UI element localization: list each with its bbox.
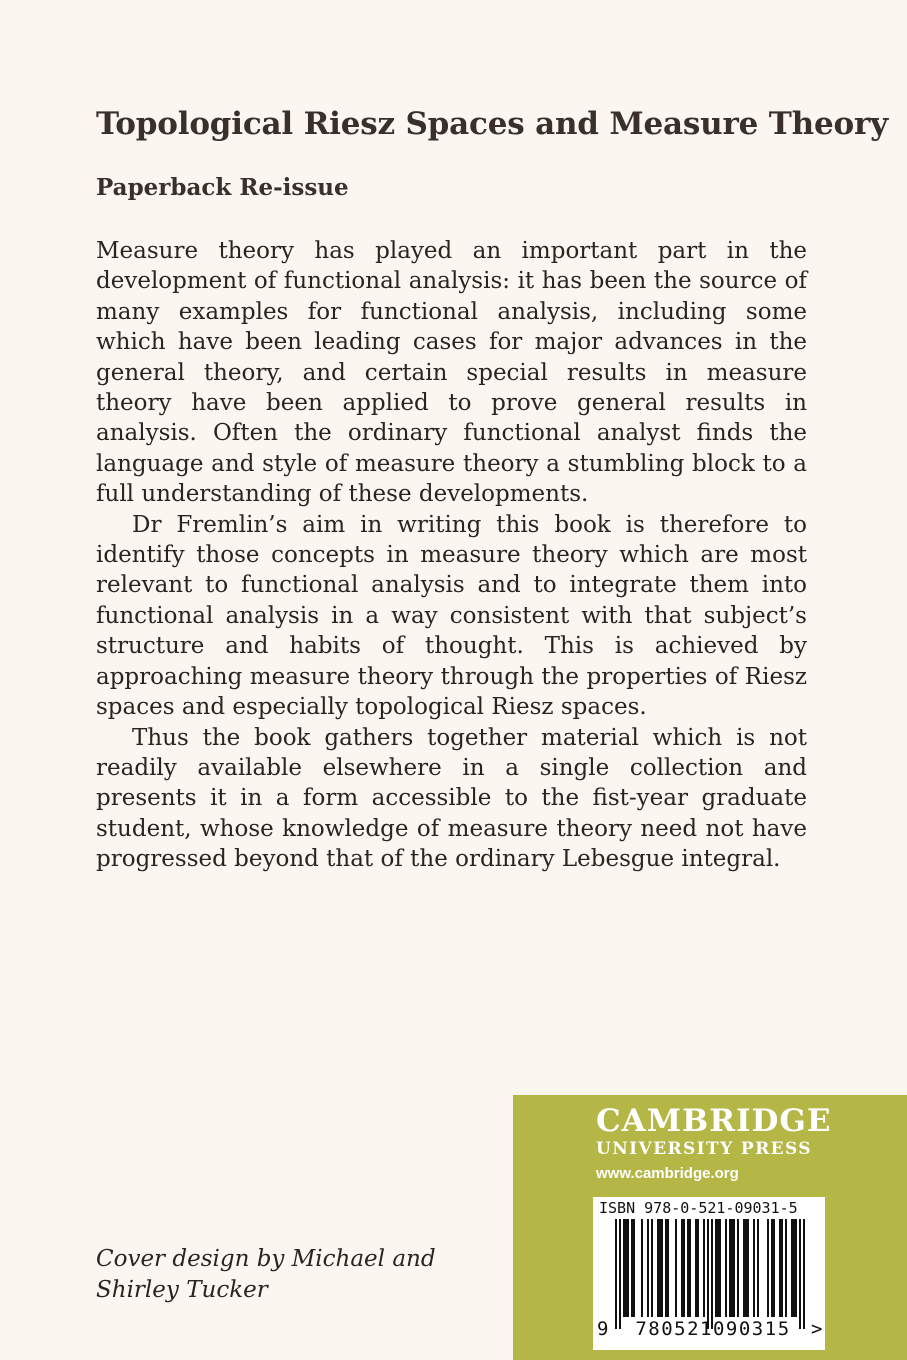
barcode-bar [747,1219,749,1317]
barcode-bar [793,1219,795,1317]
barcode-bar [795,1219,797,1317]
isbn-label: ISBN 978-0-521-09031-5 [599,1199,798,1217]
barcode-bar [711,1219,713,1329]
back-cover-blurb [96,236,807,875]
barcode-bar [781,1219,783,1317]
barcode-bar [737,1219,739,1317]
cover-design-credit: Cover design by Michael and Shirley Tucker [96,1246,436,1303]
barcode-bar [667,1219,669,1317]
barcode-bar [627,1219,629,1317]
barcode-bar [657,1219,659,1317]
barcode-bar [615,1219,617,1329]
barcode-panel [593,1197,825,1350]
publisher-name: CAMBRIDGE [596,1103,832,1139]
barcode-bar [665,1219,667,1317]
barcode-bar [767,1219,769,1317]
barcode-bar [651,1219,653,1317]
barcode-lead-digit: 9 [597,1318,609,1340]
barcode-bar [689,1219,691,1317]
barcode-bar [697,1219,699,1317]
barcode-bar [799,1219,801,1329]
barcode-bar [659,1219,661,1317]
barcode-bar [623,1219,625,1317]
barcode-bar [753,1219,755,1317]
barcode-bar [779,1219,781,1317]
barcode-bar [803,1219,805,1329]
publisher-url: www.cambridge.org [596,1165,739,1182]
barcode-bar [707,1219,709,1329]
barcode-bar [641,1219,643,1317]
barcode-bar [733,1219,735,1317]
barcode-bar [675,1219,677,1317]
barcode-bar [631,1219,633,1317]
barcode-bar [647,1219,649,1317]
barcode-bar [743,1219,745,1317]
barcode-bar [683,1219,685,1317]
barcode-bar [717,1219,719,1317]
barcode-bar [687,1219,689,1317]
publisher-panel [513,1095,907,1360]
barcode-bar [715,1219,717,1317]
barcode-bar [731,1219,733,1317]
edition-label: Paperback Re-issue [96,174,349,201]
blurb-paragraph-1: Measure theory has played an important part in the development of functional analysis: it has been the source of many examples for functional analysis, including some which have been leading cases for major advances in the general theory, and certain special results in measure theory have been applied to prove general results in analysis. Often the ordinary functional analyst finds the language and style of measure theory a stumbling block to a full understanding of these developments. [96,238,807,508]
barcode-bar [773,1219,775,1317]
barcode-arrow: > [811,1318,823,1340]
barcode-bar [619,1219,621,1329]
barcode-bar [785,1219,787,1317]
blurb-paragraph-2: Dr Fremlin’s aim in writing this book is therefore to identify those concepts in measure theory which are most relevant to functional analysis and to integrate them into functional analysis in a way consistent with that subject’s structure and habits of thought. This is achieved by approaching measure theory through the properties of Riesz spaces and especially topological Riesz spaces. [96,511,807,721]
barcode-bar [681,1219,683,1317]
publisher-subname: UNIVERSITY PRESS [596,1139,812,1159]
book-title: Topological Riesz Spaces and Measure Theory [96,106,888,142]
barcode-bar [719,1219,721,1317]
barcode-bar [661,1219,663,1317]
barcode-bar [729,1219,731,1317]
barcode-bar [725,1219,727,1317]
barcode-bar [633,1219,635,1317]
barcode-bar [703,1219,705,1317]
barcode-digits: 780521090315 [635,1318,791,1340]
barcode-bar [757,1219,759,1317]
barcode-bar [791,1219,793,1317]
barcode-bar [771,1219,773,1317]
barcode-bar [745,1219,747,1317]
barcode-bar [625,1219,627,1317]
blurb-paragraph-3: Thus the book gathers together material which is not readily available elsewhere in a single collection and presents it in a form accessible to the fist-year graduate student, whose knowledge of measure theory need not have progressed beyond that of the ordinary Lebesgue integral. [96,724,807,873]
barcode-bar [695,1219,697,1317]
